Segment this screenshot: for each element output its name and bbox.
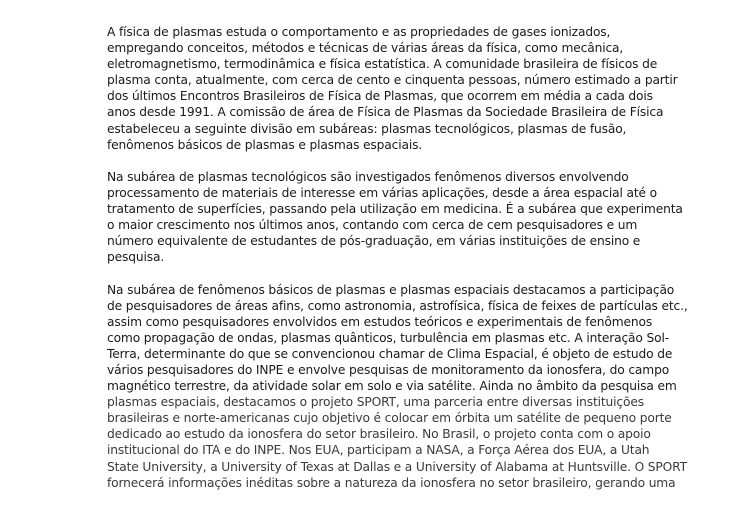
text-line: brasileiras e norte-americanas cujo objetivo é colocar em órbita um satélite de pequeno porte	[107, 411, 672, 426]
text-line: como propagação de ondas, plasmas quânticos, turbulência em plasmas etc. A interação Sol-	[107, 330, 669, 345]
text-line: institucional do ITA e do INPE. Nos EUA, participam a NASA, a Força Aérea dos EUA, a Utah	[107, 443, 650, 458]
text-line: dos últimos Encontros Brasileiros de Física de Plasmas, que ocorrem em média a cada dois	[107, 89, 653, 104]
text-line: Terra, determinante do que se convencionou chamar de Clima Espacial, é objeto de estudo de	[107, 346, 673, 361]
text-line: anos desde 1991. A comissão de área de Física de Plasmas da Sociedade Brasileira de Física	[107, 105, 664, 120]
paragraph-technological-plasmas	[107, 169, 683, 266]
text-line: assim como pesquisadores envolvidos em estudos teóricos e experimentais de fenômenos	[107, 314, 653, 329]
text-line: dedicado ao estudo da ionosfera do setor brasileiro. No Brasil, o projeto conta com o apoio	[107, 427, 651, 442]
text-line: magnético terrestre, da atividade solar em solo e via satélite. Ainda no âmbito da pesquisa em	[107, 379, 677, 394]
text-line: A física de plasmas estuda o comportamento e as propriedades de gases ionizados,	[107, 25, 611, 39]
text-line: Na subárea de plasmas tecnológicos são investigados fenômenos diversos envolvendo	[107, 169, 629, 184]
text-line: Na subárea de fenômenos básicos de plasmas e plasmas espaciais destacamos a participação	[107, 282, 675, 297]
text-line: plasmas espaciais, destacamos o projeto SPORT, uma parceria entre diversas instituições	[107, 395, 644, 410]
text-line: plasma conta, atualmente, com cerca de cento e cinquenta pessoas, número estimado a partir	[107, 73, 678, 88]
document-page	[107, 24, 688, 507]
text-line: fenômenos básicos de plasmas e plasmas espaciais.	[107, 137, 423, 152]
text-line: de pesquisadores de áreas afins, como astronomia, astrofísica, física de feixes de partículas etc.,	[107, 298, 688, 313]
text-line: empregando conceitos, métodos e técnicas de várias áreas da física, como mecânica,	[107, 41, 624, 56]
text-line: tratamento de superfícies, passando pela utilização em medicina. É a subárea que experimenta	[107, 202, 683, 217]
text-line: vários pesquisadores do INPE e envolve pesquisas de monitoramento da ionosfera, do campo	[107, 362, 670, 377]
text-line: State University, a University of Texas at Dallas e a University of Alabama at Huntsville. O SPORT	[107, 459, 687, 474]
text-line: fornecerá informações inéditas sobre a natureza da ionosfera no setor brasileiro, gerando uma	[107, 475, 676, 490]
text-line: número equivalente de estudantes de pós-graduação, em várias instituições de ensino e	[107, 234, 641, 249]
text-line: o maior crescimento nos últimos anos, contando com cerca de cem pesquisadores e um	[107, 218, 638, 233]
text-line: eletromagnetismo, termodinâmica e física estatística. A comunidade brasileira de físicos de	[107, 57, 658, 72]
text-line: pesquisa.	[107, 250, 165, 265]
paragraph-basic-and-space-plasmas	[107, 282, 688, 491]
text-line: estabeleceu a seguinte divisão em subáreas: plasmas tecnológicos, plasmas de fusão,	[107, 121, 627, 136]
text-line: processamento de materiais de interesse em várias aplicações, desde a área espacial até o	[107, 185, 657, 200]
paragraph-plasma-physics-intro	[107, 24, 678, 153]
